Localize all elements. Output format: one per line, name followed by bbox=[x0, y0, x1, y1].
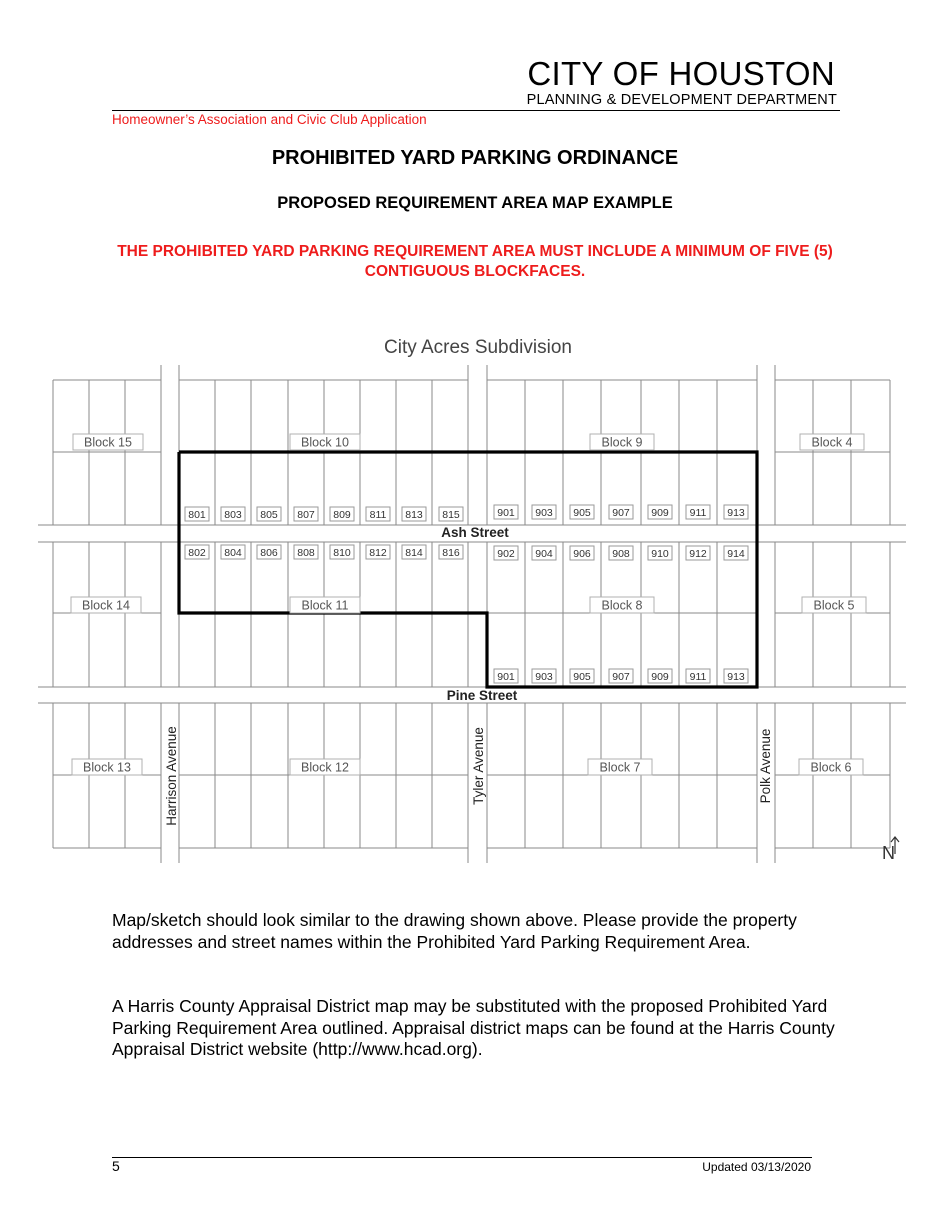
street-label-ash: Ash Street bbox=[441, 525, 509, 540]
address-label: 802 bbox=[188, 547, 206, 559]
substitution-paragraph: A Harris County Appraisal District map may be substituted with the proposed Prohibited Yard Parking Requirement Area outlined. Appraisal district maps can be found at the Harris County Appraisal District website (http://www.hcad.org). bbox=[112, 996, 835, 1059]
map-title: City Acres Subdivision bbox=[384, 337, 572, 358]
address-label: 907 bbox=[612, 507, 630, 519]
block-label: Block 8 bbox=[601, 598, 643, 613]
block-label: Block 7 bbox=[599, 760, 641, 775]
address-label: 804 bbox=[224, 547, 242, 559]
document-title: PROHIBITED YARD PARKING ORDINANCE bbox=[271, 147, 679, 169]
address-label: 803 bbox=[224, 509, 242, 521]
address-label: 909 bbox=[651, 671, 669, 683]
address-label: 809 bbox=[333, 509, 351, 521]
footer-rule bbox=[112, 1157, 812, 1158]
address-label: 901 bbox=[497, 671, 515, 683]
block-label: Block 15 bbox=[84, 435, 132, 450]
address-label: 811 bbox=[369, 509, 387, 521]
address-label: 911 bbox=[689, 671, 707, 683]
block-label: Block 13 bbox=[83, 760, 131, 775]
address-label: 908 bbox=[612, 548, 630, 560]
address-label: 808 bbox=[297, 547, 315, 559]
requirement-warning: THE PROHIBITED YARD PARKING REQUIREMENT AREA MUST INCLUDE A MINIMUM OF FIVE (5) CONTIGUOUS BLOCKFACES. bbox=[117, 243, 833, 280]
address-label: 812 bbox=[369, 547, 387, 559]
address-label: 905 bbox=[573, 671, 591, 683]
address-label: 914 bbox=[727, 548, 745, 560]
address-label: 810 bbox=[333, 547, 351, 559]
page-number: 5 bbox=[112, 1158, 120, 1174]
block-label: Block 14 bbox=[82, 598, 130, 613]
address-label: 913 bbox=[727, 671, 745, 683]
instructions-paragraph: Map/sketch should look similar to the drawing shown above. Please provide the property addresses and street names within the Prohibited Yard Parking Requirement Area. bbox=[112, 910, 797, 952]
block-label: Block 12 bbox=[301, 760, 349, 775]
address-label: 905 bbox=[573, 507, 591, 519]
address-label: 911 bbox=[689, 507, 707, 519]
updated-date: Updated 03/13/2020 bbox=[702, 1160, 811, 1174]
application-name: Homeowner’s Association and Civic Club Application bbox=[112, 112, 427, 127]
address-label: 907 bbox=[612, 671, 630, 683]
document-subtitle: PROPOSED REQUIREMENT AREA MAP EXAMPLE bbox=[277, 194, 673, 212]
address-label: 816 bbox=[442, 547, 460, 559]
north-label: N bbox=[882, 843, 895, 863]
address-label: 801 bbox=[188, 509, 206, 521]
street-label-harrison: Harrison Avenue bbox=[164, 726, 179, 826]
block-label: Block 9 bbox=[601, 435, 643, 450]
address-label: 903 bbox=[535, 671, 553, 683]
street-label-tyler: Tyler Avenue bbox=[471, 727, 486, 805]
street-label-polk: Polk Avenue bbox=[758, 728, 773, 804]
address-label: 906 bbox=[573, 548, 591, 560]
address-label: 813 bbox=[405, 509, 423, 521]
address-label: 910 bbox=[651, 548, 669, 560]
address-label: 903 bbox=[535, 507, 553, 519]
address-label: 814 bbox=[405, 547, 423, 559]
address-label: 912 bbox=[689, 548, 707, 560]
header-rule bbox=[112, 110, 840, 111]
address-label: 909 bbox=[651, 507, 669, 519]
block-label: Block 4 bbox=[811, 435, 853, 450]
address-label: 913 bbox=[727, 507, 745, 519]
address-label: 807 bbox=[297, 509, 315, 521]
address-label: 806 bbox=[260, 547, 278, 559]
block-label: Block 6 bbox=[810, 760, 852, 775]
block-label: Block 5 bbox=[813, 598, 855, 613]
address-label: 815 bbox=[442, 509, 460, 521]
address-label: 901 bbox=[497, 507, 515, 519]
department-name: PLANNING & DEVELOPMENT DEPARTMENT bbox=[526, 92, 837, 108]
street-label-pine: Pine Street bbox=[446, 688, 518, 703]
block-label: Block 10 bbox=[301, 435, 349, 450]
address-label: 805 bbox=[260, 509, 278, 521]
org-name: CITY OF HOUSTON bbox=[527, 55, 835, 92]
address-label: 904 bbox=[535, 548, 553, 560]
address-label: 902 bbox=[497, 548, 515, 560]
subdivision-map bbox=[0, 320, 950, 880]
block-label: Block 11 bbox=[301, 598, 349, 613]
